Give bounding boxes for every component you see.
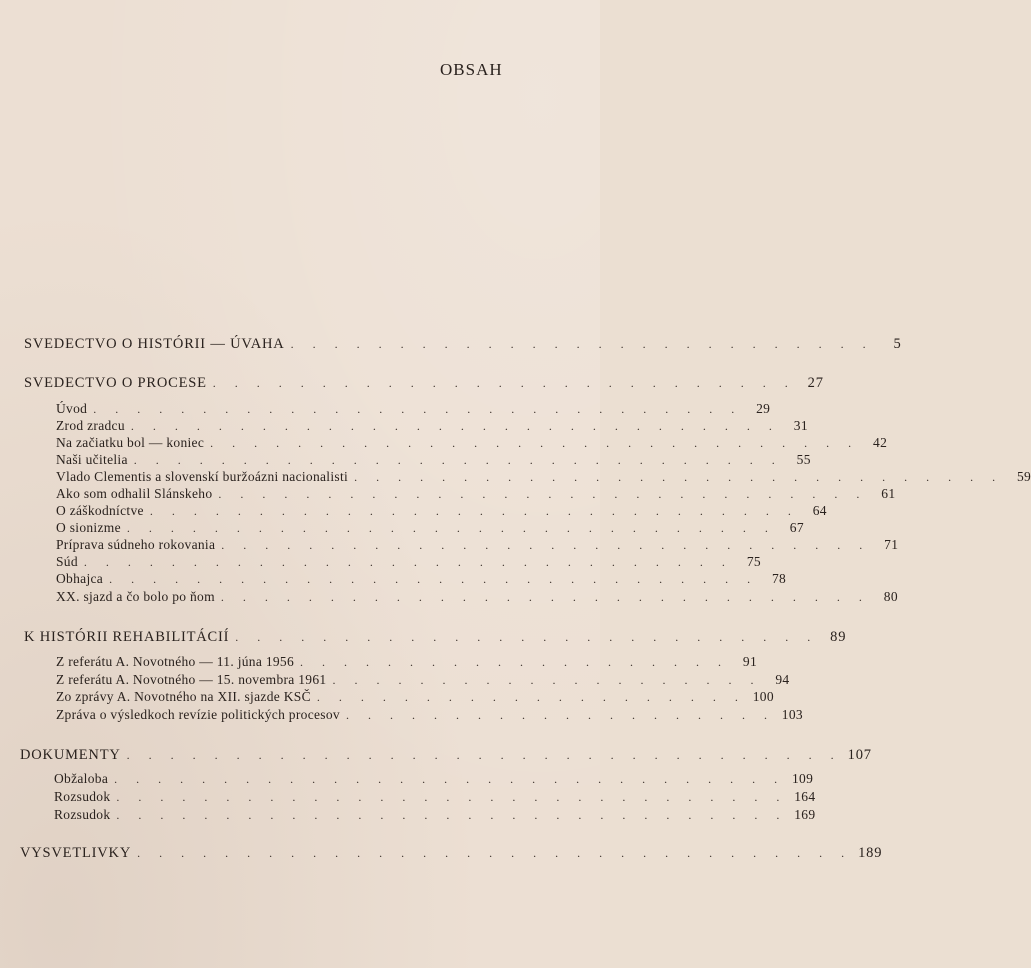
dot-leader: . . . . . . . . . . . . . . . . . . . . . . . . . . . . . . xyxy=(221,538,871,552)
dot-leader: . . . . . . . . . . . . . . . . . . . . . . . . . . . . . . xyxy=(93,402,743,416)
dot-leader: . . . . . . . . . . . . . . . . . . . . . . . . . . . . . . xyxy=(218,487,868,501)
toc-page-number: 189 xyxy=(858,845,883,861)
toc-entry xyxy=(56,469,1031,485)
toc-entry-title: Obžaloba xyxy=(54,771,109,786)
toc-entry-title: Na začiatku bol — koniec xyxy=(56,435,205,450)
dot-leader: . . . . . . . . . . . . . . . . . . . . . . . . . . . . . . xyxy=(133,453,783,467)
dot-leader: . . . . . . . . . . . . . . . . . . . . . . . . . . . . . . . . . xyxy=(126,748,842,762)
toc-page-number: 29 xyxy=(756,401,771,416)
toc-page-number: 103 xyxy=(781,707,803,722)
dot-leader: . . . . . . . . . . . . . . . . . . . . xyxy=(345,708,775,722)
toc-entry-title: Rozsudok xyxy=(54,807,111,822)
toc-entry-title: Súd xyxy=(56,554,78,569)
toc-section-title: K HISTÓRII REHABILITÁCIÍ xyxy=(24,629,230,645)
toc-entry-title: O sionizme xyxy=(56,520,121,535)
toc-section xyxy=(24,336,902,353)
toc-entry xyxy=(54,771,814,787)
toc-page-number: 27 xyxy=(807,375,824,391)
toc-page-number: 71 xyxy=(884,537,899,552)
dot-leader: . . . . . . . . . . . . . . . . . . . . . . . . . . . . . . xyxy=(126,521,776,535)
page-title: OBSAH xyxy=(440,60,503,79)
dot-leader: . . . . . . . . . . . . . . . . . . . . . . . . . . . . . . xyxy=(130,419,780,433)
dot-leader: . . . . . . . . . . . . . . . . . . . . . . . . . . . . . . xyxy=(220,590,870,604)
toc-entry-title: Príprava súdneho rokovania xyxy=(56,537,216,552)
toc-entry xyxy=(56,452,811,468)
dot-leader: . . . . . . . . . . . . . . . . . . . . . . . . . . . xyxy=(290,337,874,351)
dot-leader: . . . . . . . . . . . . . . . . . . . . . . . . . . . xyxy=(212,376,796,390)
toc-page-number: 80 xyxy=(883,589,898,604)
toc-page-number: 78 xyxy=(771,571,787,586)
toc-entry-title: Obhajca xyxy=(56,571,104,586)
toc-entry xyxy=(54,807,816,823)
toc-entry-title: Zrod zradcu xyxy=(56,418,125,433)
toc-entry-title: O záškodníctve xyxy=(56,503,144,518)
dot-leader: . . . . . . . . . . . . . . . . . . . . . . . . . . . . . . xyxy=(109,572,759,586)
toc-page-number: 67 xyxy=(789,520,804,535)
toc-page-number: 75 xyxy=(746,554,761,569)
dot-leader: . . . . . . . . . . . . . . . . . . . . . . . . . . . . . . . . . xyxy=(137,846,853,860)
dot-leader: . . . . . . . . . . . . . . . . . . . . . . . . . . . . . . xyxy=(210,436,860,450)
toc-page-number: 100 xyxy=(752,689,774,704)
toc-section-title: VYSVETLIVKY xyxy=(20,845,132,861)
toc-page-number: 89 xyxy=(830,629,847,645)
toc-page-number: 55 xyxy=(796,452,811,467)
toc-section-title: DOKUMENTY xyxy=(20,747,121,763)
toc-entry-title: Vlado Clementis a slovenskí buržoázni nacionalisti xyxy=(56,469,349,484)
toc-page-number: 5 xyxy=(893,336,902,352)
toc-entry xyxy=(56,418,808,434)
toc-page-number: 107 xyxy=(847,747,872,763)
dot-leader: . . . . . . . . . . . . . . . . . . . . . . . . . . . . . . . xyxy=(114,772,786,786)
toc-entry-title: Ako som odhalil Slánskeho xyxy=(56,486,213,501)
toc-entry xyxy=(56,401,771,417)
dot-leader: . . . . . . . . . . . . . . . . . . . . . . . . . . . xyxy=(235,630,819,644)
toc-page-number: 61 xyxy=(881,486,896,501)
toc-entry-title: Zpráva o výsledkoch revízie politických procesov xyxy=(56,707,340,722)
dot-leader: . . . . . . . . . . . . . . . . . . . . . . . . . . . . . . . xyxy=(116,790,788,804)
dot-leader: . . . . . . . . . . . . . . . . . . . . xyxy=(316,690,746,704)
toc-page-number: 64 xyxy=(812,503,827,518)
toc-section-title: SVEDECTVO O HISTÓRII — ÚVAHA xyxy=(24,336,285,352)
toc-entry xyxy=(56,486,896,502)
toc-section xyxy=(20,845,883,862)
toc-entry xyxy=(56,672,790,688)
toc-entry xyxy=(54,789,816,805)
toc-page-number: 169 xyxy=(794,807,816,822)
dot-leader: . . . . . . . . . . . . . . . . . . . . . . . . . . . . . . xyxy=(149,504,799,518)
toc-entry xyxy=(56,571,787,587)
toc-entry-title: XX. sjazd a čo bolo po ňom xyxy=(56,589,215,604)
toc-page-number: 94 xyxy=(775,672,790,687)
toc-entry-title: Z referátu A. Novotného — 11. júna 1956 xyxy=(56,654,295,669)
toc-entry xyxy=(56,537,899,553)
toc-entry xyxy=(56,654,758,670)
toc-page-number: 164 xyxy=(794,789,816,804)
toc-entry xyxy=(56,589,898,605)
toc-page-number: 109 xyxy=(791,771,814,786)
toc-page-number: 91 xyxy=(742,654,758,669)
toc-entry-title: Zo zprávy A. Novotného na XII. sjazde KSČ xyxy=(56,689,311,704)
toc-entry-title: Rozsudok xyxy=(54,789,111,804)
toc-page-number: 59 xyxy=(1016,469,1031,484)
toc-entry xyxy=(56,554,761,570)
dot-leader: . . . . . . . . . . . . . . . . . . . . . . . . . . . . . . . xyxy=(116,808,788,822)
toc-section xyxy=(20,747,872,764)
toc-entry xyxy=(56,520,804,536)
toc-entry xyxy=(56,689,774,705)
toc-entry-title: Naši učitelia xyxy=(56,452,128,467)
toc-entry-title: Z referátu A. Novotného — 15. novembra 1961 xyxy=(56,672,327,687)
toc-entry-title: Úvod xyxy=(56,401,88,416)
dot-leader: . . . . . . . . . . . . . . . . . . . . xyxy=(300,655,730,669)
toc-entry xyxy=(56,707,803,723)
toc-section-title: SVEDECTVO O PROCESE xyxy=(24,375,207,391)
dot-leader: . . . . . . . . . . . . . . . . . . . . . . . . . . . . . . xyxy=(354,470,1004,484)
dot-leader: . . . . . . . . . . . . . . . . . . . . xyxy=(332,673,762,687)
toc-page-number: 31 xyxy=(793,418,808,433)
toc-section xyxy=(24,375,824,392)
dot-leader: . . . . . . . . . . . . . . . . . . . . . . . . . . . . . . xyxy=(83,555,733,569)
toc-page-number: 42 xyxy=(873,435,888,450)
toc-entry xyxy=(56,503,827,519)
toc-entry xyxy=(56,435,888,451)
toc-section xyxy=(24,629,847,646)
